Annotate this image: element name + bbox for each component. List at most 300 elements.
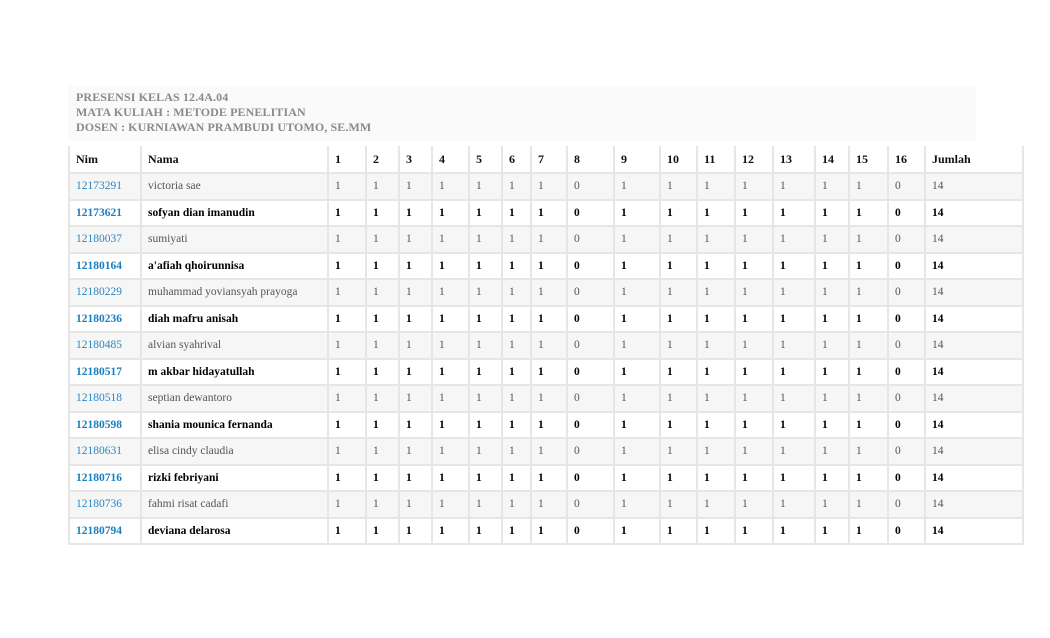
attendance-cell: 1 (399, 200, 432, 227)
attendance-cell: 1 (735, 359, 773, 386)
attendance-cell: 1 (469, 412, 502, 439)
attendance-cell: 1 (531, 465, 567, 492)
column-header: 3 (399, 146, 432, 173)
attendance-cell: 0 (888, 518, 925, 545)
attendance-cell: 1 (660, 173, 697, 200)
attendance-cell: 1 (697, 306, 735, 333)
attendance-cell: 1 (735, 173, 773, 200)
student-nim-link[interactable]: 12180794 (69, 518, 141, 545)
table-row (69, 306, 1023, 333)
column-header: 14 (815, 146, 849, 173)
attendance-cell: 1 (697, 438, 735, 465)
attendance-cell: 1 (697, 332, 735, 359)
attendance-cell: 1 (773, 491, 815, 518)
attendance-cell: 1 (432, 359, 469, 386)
table-row (69, 253, 1023, 280)
attendance-cell: 1 (469, 253, 502, 280)
attendance-cell: 1 (849, 253, 888, 280)
attendance-cell: 1 (815, 359, 849, 386)
table-row (69, 173, 1023, 200)
attendance-cell: 0 (888, 200, 925, 227)
attendance-cell: 1 (531, 412, 567, 439)
attendance-cell: 1 (697, 200, 735, 227)
attendance-cell: 1 (697, 465, 735, 492)
attendance-cell: 1 (735, 306, 773, 333)
attendance-cell: 0 (567, 226, 614, 253)
attendance-cell: 1 (432, 491, 469, 518)
attendance-total: 14 (925, 279, 1023, 306)
student-nim-link[interactable]: 12180037 (69, 226, 141, 253)
attendance-cell: 1 (773, 412, 815, 439)
attendance-cell: 1 (773, 173, 815, 200)
attendance-cell: 1 (399, 465, 432, 492)
course-title: MATA KULIAH : METODE PENELITIAN (76, 105, 306, 119)
table-row (69, 491, 1023, 518)
column-header: 16 (888, 146, 925, 173)
column-header: 11 (697, 146, 735, 173)
attendance-cell: 0 (567, 385, 614, 412)
student-name: alvian syahrival (141, 332, 328, 359)
attendance-cell: 1 (614, 200, 660, 227)
attendance-cell: 1 (432, 385, 469, 412)
table-row (69, 385, 1023, 412)
attendance-cell: 1 (328, 173, 366, 200)
student-nim-link[interactable]: 12180518 (69, 385, 141, 412)
attendance-total: 14 (925, 200, 1023, 227)
attendance-cell: 1 (366, 465, 399, 492)
attendance-cell: 1 (328, 385, 366, 412)
attendance-cell: 1 (469, 491, 502, 518)
attendance-total: 14 (925, 173, 1023, 200)
attendance-table (68, 146, 1024, 545)
attendance-cell: 1 (366, 200, 399, 227)
attendance-cell: 1 (531, 173, 567, 200)
attendance-cell: 1 (697, 173, 735, 200)
attendance-cell: 1 (815, 491, 849, 518)
student-nim-link[interactable]: 12180736 (69, 491, 141, 518)
attendance-cell: 1 (849, 173, 888, 200)
attendance-cell: 1 (614, 332, 660, 359)
attendance-cell: 1 (815, 173, 849, 200)
attendance-cell: 1 (328, 491, 366, 518)
attendance-cell: 1 (815, 200, 849, 227)
attendance-cell: 1 (469, 359, 502, 386)
attendance-cell: 1 (531, 491, 567, 518)
student-name: muhammad yoviansyah prayoga (141, 279, 328, 306)
attendance-cell: 1 (432, 306, 469, 333)
attendance-cell: 1 (660, 306, 697, 333)
attendance-cell: 0 (888, 412, 925, 439)
attendance-cell: 0 (567, 279, 614, 306)
attendance-cell: 1 (328, 279, 366, 306)
student-nim-link[interactable]: 12180485 (69, 332, 141, 359)
student-nim-link[interactable]: 12180631 (69, 438, 141, 465)
attendance-cell: 1 (660, 279, 697, 306)
attendance-cell: 1 (614, 253, 660, 280)
attendance-cell: 1 (328, 200, 366, 227)
attendance-cell: 0 (567, 306, 614, 333)
column-header: 9 (614, 146, 660, 173)
attendance-cell: 1 (502, 173, 531, 200)
attendance-cell: 1 (735, 518, 773, 545)
column-header: 8 (567, 146, 614, 173)
attendance-cell: 1 (614, 491, 660, 518)
attendance-cell: 0 (888, 332, 925, 359)
attendance-cell: 1 (815, 226, 849, 253)
attendance-cell: 1 (735, 226, 773, 253)
attendance-cell: 1 (399, 253, 432, 280)
attendance-cell: 1 (432, 465, 469, 492)
attendance-cell: 1 (660, 332, 697, 359)
attendance-cell: 1 (815, 438, 849, 465)
attendance-cell: 1 (697, 385, 735, 412)
table-row (69, 200, 1023, 227)
column-header: 2 (366, 146, 399, 173)
student-name: sofyan dian imanudin (141, 200, 328, 227)
attendance-cell: 1 (849, 359, 888, 386)
table-row (69, 412, 1023, 439)
student-name: rizki febriyani (141, 465, 328, 492)
attendance-cell: 0 (567, 332, 614, 359)
attendance-cell: 1 (366, 491, 399, 518)
attendance-cell: 1 (815, 385, 849, 412)
column-header: 7 (531, 146, 567, 173)
attendance-total: 14 (925, 253, 1023, 280)
attendance-cell: 0 (567, 465, 614, 492)
attendance-cell: 1 (366, 306, 399, 333)
attendance-cell: 1 (502, 385, 531, 412)
attendance-cell: 0 (567, 518, 614, 545)
attendance-cell: 1 (399, 359, 432, 386)
attendance-cell: 1 (366, 173, 399, 200)
attendance-cell: 1 (531, 306, 567, 333)
column-header: 12 (735, 146, 773, 173)
attendance-cell: 1 (660, 253, 697, 280)
attendance-cell: 1 (849, 518, 888, 545)
attendance-cell: 1 (849, 491, 888, 518)
attendance-cell: 1 (502, 279, 531, 306)
attendance-cell: 1 (502, 226, 531, 253)
attendance-cell: 1 (399, 518, 432, 545)
attendance-cell: 1 (773, 518, 815, 545)
attendance-cell: 1 (735, 253, 773, 280)
attendance-cell: 1 (366, 332, 399, 359)
attendance-cell: 1 (432, 518, 469, 545)
attendance-cell: 0 (888, 226, 925, 253)
attendance-cell: 0 (888, 465, 925, 492)
attendance-cell: 1 (502, 253, 531, 280)
attendance-cell: 1 (735, 200, 773, 227)
attendance-cell: 1 (815, 465, 849, 492)
column-header: 10 (660, 146, 697, 173)
attendance-cell: 1 (328, 412, 366, 439)
attendance-cell: 1 (502, 200, 531, 227)
attendance-cell: 1 (849, 465, 888, 492)
attendance-cell: 1 (849, 412, 888, 439)
attendance-cell: 1 (399, 438, 432, 465)
attendance-cell: 1 (328, 332, 366, 359)
attendance-cell: 1 (697, 359, 735, 386)
attendance-cell: 1 (614, 412, 660, 439)
attendance-cell: 1 (815, 518, 849, 545)
attendance-cell: 1 (773, 200, 815, 227)
attendance-cell: 1 (614, 385, 660, 412)
attendance-cell: 1 (773, 332, 815, 359)
attendance-cell: 1 (502, 465, 531, 492)
attendance-cell: 1 (328, 518, 366, 545)
attendance-cell: 1 (469, 279, 502, 306)
attendance-cell: 0 (888, 306, 925, 333)
attendance-cell: 0 (567, 438, 614, 465)
attendance-cell: 0 (888, 359, 925, 386)
attendance-cell: 0 (567, 200, 614, 227)
attendance-cell: 1 (735, 412, 773, 439)
attendance-cell: 1 (366, 359, 399, 386)
attendance-cell: 1 (328, 226, 366, 253)
student-nim-link[interactable]: 12180229 (69, 279, 141, 306)
attendance-cell: 0 (567, 359, 614, 386)
attendance-cell: 1 (399, 491, 432, 518)
student-nim-link[interactable]: 12180236 (69, 306, 141, 333)
attendance-cell: 1 (849, 332, 888, 359)
attendance-cell: 1 (502, 412, 531, 439)
attendance-cell: 1 (614, 279, 660, 306)
attendance-cell: 0 (888, 279, 925, 306)
attendance-cell: 1 (432, 200, 469, 227)
student-nim-link[interactable]: 12180164 (69, 253, 141, 280)
column-header: 1 (328, 146, 366, 173)
attendance-cell: 1 (735, 332, 773, 359)
attendance-cell: 1 (614, 306, 660, 333)
student-name: diah mafru anisah (141, 306, 328, 333)
attendance-cell: 1 (735, 438, 773, 465)
attendance-cell: 1 (773, 306, 815, 333)
attendance-cell: 1 (432, 253, 469, 280)
attendance-cell: 0 (888, 385, 925, 412)
table-row (69, 465, 1023, 492)
column-header: 6 (502, 146, 531, 173)
attendance-cell: 1 (432, 279, 469, 306)
attendance-cell: 1 (773, 385, 815, 412)
attendance-total: 14 (925, 359, 1023, 386)
attendance-cell: 1 (531, 518, 567, 545)
student-name: victoria sae (141, 173, 328, 200)
attendance-cell: 1 (697, 412, 735, 439)
attendance-cell: 1 (697, 518, 735, 545)
attendance-cell: 1 (432, 438, 469, 465)
attendance-cell: 1 (614, 359, 660, 386)
attendance-cell: 1 (432, 173, 469, 200)
table-row (69, 332, 1023, 359)
lecturer-title: DOSEN : KURNIAWAN PRAMBUDI UTOMO, SE.MM (76, 120, 372, 134)
attendance-cell: 1 (815, 306, 849, 333)
attendance-cell: 1 (735, 491, 773, 518)
student-name: a'afiah qhoirunnisa (141, 253, 328, 280)
student-nim-link[interactable]: 12173621 (69, 200, 141, 227)
attendance-cell: 1 (531, 253, 567, 280)
attendance-cell: 1 (849, 200, 888, 227)
attendance-cell: 1 (660, 491, 697, 518)
attendance-cell: 1 (697, 279, 735, 306)
attendance-cell: 1 (432, 332, 469, 359)
attendance-cell: 1 (614, 173, 660, 200)
attendance-cell: 1 (328, 438, 366, 465)
attendance-cell: 1 (773, 359, 815, 386)
attendance-cell: 1 (328, 253, 366, 280)
attendance-cell: 1 (399, 306, 432, 333)
class-title: PRESENSI KELAS 12.4A.04 (76, 90, 229, 104)
attendance-cell: 1 (660, 465, 697, 492)
attendance-cell: 1 (660, 200, 697, 227)
attendance-total: 14 (925, 332, 1023, 359)
attendance-cell: 1 (531, 279, 567, 306)
attendance-cell: 1 (531, 438, 567, 465)
attendance-cell: 1 (815, 412, 849, 439)
attendance-cell: 1 (432, 412, 469, 439)
attendance-cell: 0 (567, 412, 614, 439)
column-header: Nama (141, 146, 328, 173)
attendance-cell: 1 (366, 438, 399, 465)
attendance-cell: 1 (531, 200, 567, 227)
table-row (69, 518, 1023, 545)
attendance-cell: 1 (469, 385, 502, 412)
table-row (69, 226, 1023, 253)
student-nim-link[interactable]: 12180517 (69, 359, 141, 386)
attendance-cell: 1 (469, 465, 502, 492)
attendance-cell: 1 (815, 253, 849, 280)
attendance-cell: 1 (469, 332, 502, 359)
table-row (69, 359, 1023, 386)
attendance-cell: 1 (773, 279, 815, 306)
attendance-cell: 1 (773, 226, 815, 253)
table-row (69, 279, 1023, 306)
attendance-cell: 1 (815, 279, 849, 306)
attendance-total: 14 (925, 438, 1023, 465)
attendance-cell: 1 (697, 491, 735, 518)
attendance-cell: 1 (502, 306, 531, 333)
column-header: 4 (432, 146, 469, 173)
attendance-cell: 1 (328, 306, 366, 333)
attendance-cell: 1 (399, 332, 432, 359)
attendance-cell: 1 (366, 279, 399, 306)
student-name: fahmi risat cadafi (141, 491, 328, 518)
attendance-cell: 1 (849, 279, 888, 306)
attendance-total: 14 (925, 518, 1023, 545)
attendance-cell: 1 (469, 306, 502, 333)
attendance-total: 14 (925, 385, 1023, 412)
table-header-row (69, 146, 1023, 173)
attendance-cell: 1 (614, 518, 660, 545)
attendance-cell: 1 (773, 465, 815, 492)
attendance-cell: 1 (502, 332, 531, 359)
attendance-cell: 1 (366, 385, 399, 412)
student-name: septian dewantoro (141, 385, 328, 412)
attendance-cell: 1 (735, 465, 773, 492)
attendance-cell: 1 (469, 173, 502, 200)
column-header: Jumlah (925, 146, 1023, 173)
attendance-cell: 1 (502, 518, 531, 545)
attendance-cell: 1 (660, 518, 697, 545)
table-row (69, 438, 1023, 465)
attendance-cell: 1 (735, 385, 773, 412)
student-name: m akbar hidayatullah (141, 359, 328, 386)
attendance-cell: 1 (849, 385, 888, 412)
attendance-cell: 1 (432, 226, 469, 253)
attendance-cell: 1 (469, 226, 502, 253)
attendance-cell: 0 (888, 253, 925, 280)
attendance-cell: 1 (815, 332, 849, 359)
column-header: 15 (849, 146, 888, 173)
attendance-total: 14 (925, 306, 1023, 333)
attendance-cell: 1 (469, 200, 502, 227)
attendance-cell: 0 (567, 173, 614, 200)
attendance-cell: 1 (399, 279, 432, 306)
attendance-cell: 1 (531, 385, 567, 412)
attendance-cell: 1 (366, 412, 399, 439)
attendance-cell: 0 (888, 491, 925, 518)
student-nim-link[interactable]: 12173291 (69, 173, 141, 200)
attendance-cell: 1 (660, 385, 697, 412)
student-name: sumiyati (141, 226, 328, 253)
attendance-total: 14 (925, 491, 1023, 518)
attendance-cell: 1 (366, 226, 399, 253)
attendance-cell: 1 (660, 438, 697, 465)
attendance-cell: 1 (502, 438, 531, 465)
attendance-cell: 1 (773, 253, 815, 280)
attendance-cell: 1 (328, 465, 366, 492)
attendance-cell: 1 (660, 412, 697, 439)
attendance-cell: 1 (614, 438, 660, 465)
attendance-cell: 1 (697, 253, 735, 280)
attendance-cell: 1 (773, 438, 815, 465)
attendance-cell: 1 (469, 518, 502, 545)
attendance-cell: 1 (328, 359, 366, 386)
student-name: shania mounica fernanda (141, 412, 328, 439)
student-nim-link[interactable]: 12180716 (69, 465, 141, 492)
attendance-cell: 1 (614, 465, 660, 492)
attendance-cell: 1 (531, 332, 567, 359)
attendance-cell: 1 (849, 306, 888, 333)
attendance-cell: 1 (660, 359, 697, 386)
attendance-cell: 1 (614, 226, 660, 253)
attendance-cell: 1 (366, 253, 399, 280)
attendance-cell: 1 (502, 359, 531, 386)
attendance-total: 14 (925, 465, 1023, 492)
student-name: deviana delarosa (141, 518, 328, 545)
attendance-cell: 0 (567, 491, 614, 518)
attendance-cell: 1 (502, 491, 531, 518)
attendance-cell: 1 (849, 438, 888, 465)
attendance-cell: 1 (531, 226, 567, 253)
attendance-cell: 1 (366, 518, 399, 545)
attendance-cell: 1 (735, 279, 773, 306)
attendance-cell: 1 (399, 385, 432, 412)
attendance-cell: 1 (849, 226, 888, 253)
attendance-cell: 1 (399, 226, 432, 253)
report-header (68, 86, 976, 141)
column-header: 13 (773, 146, 815, 173)
attendance-cell: 0 (888, 173, 925, 200)
attendance-total: 14 (925, 412, 1023, 439)
attendance-cell: 1 (399, 173, 432, 200)
attendance-cell: 1 (531, 359, 567, 386)
attendance-cell: 0 (888, 438, 925, 465)
student-nim-link[interactable]: 12180598 (69, 412, 141, 439)
attendance-cell: 1 (697, 226, 735, 253)
column-header: Nim (69, 146, 141, 173)
attendance-cell: 1 (660, 226, 697, 253)
student-name: elisa cindy claudia (141, 438, 328, 465)
